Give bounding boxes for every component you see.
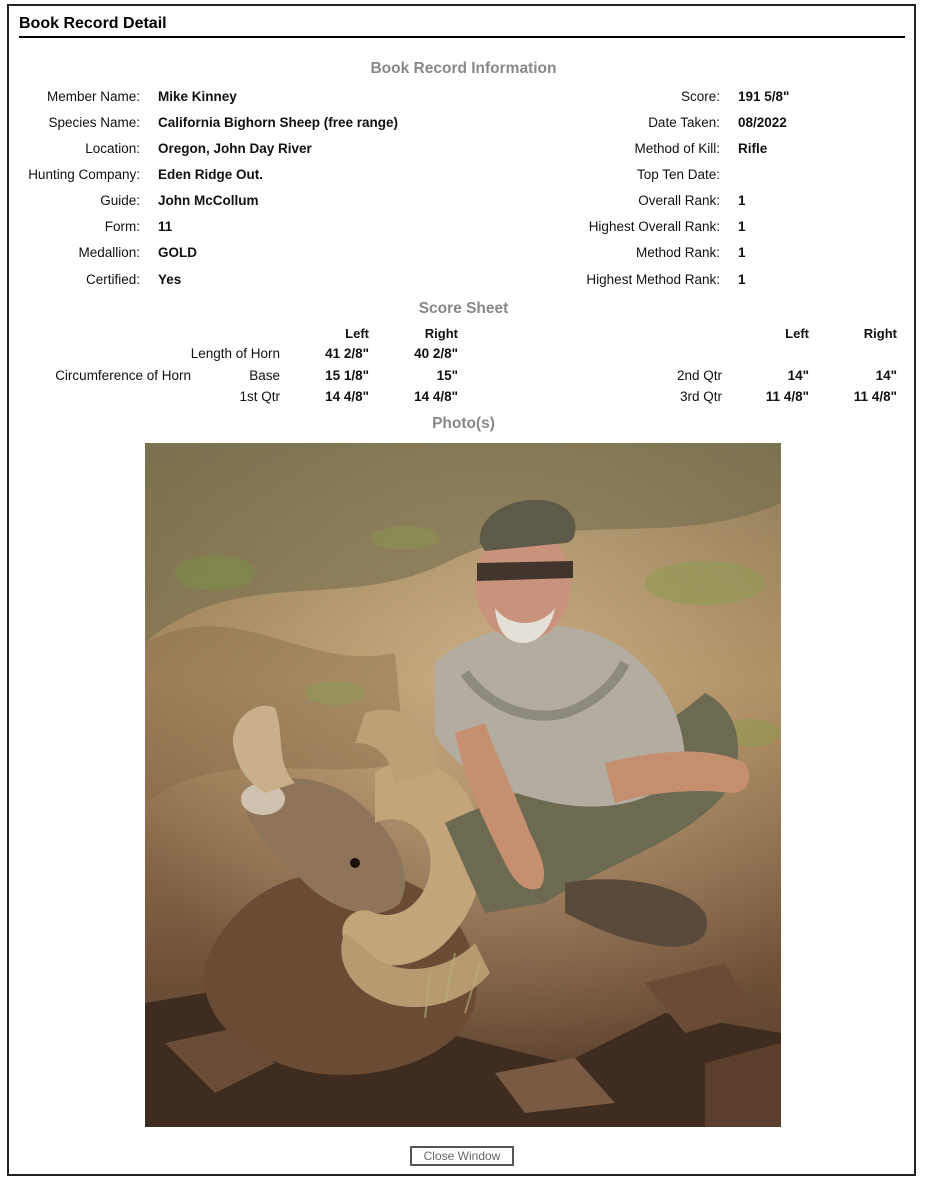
q2-right-value: 14"	[875, 368, 897, 383]
score-label: Score:	[680, 89, 720, 104]
trophy-photo	[145, 443, 781, 1127]
member-name-value: Mike Kinney	[158, 89, 237, 104]
base-label: Base	[249, 368, 280, 383]
guide-value: John McCollum	[158, 193, 259, 208]
q1-label: 1st Qtr	[239, 389, 280, 404]
highest-method-rank-value: 1	[738, 272, 746, 287]
base-left-value: 15 1/8"	[325, 368, 369, 383]
location-label: Location:	[85, 141, 140, 156]
q3-left-value: 11 4/8"	[765, 389, 809, 404]
q3-label: 3rd Qtr	[679, 389, 722, 404]
location-value: Oregon, John Day River	[158, 141, 312, 156]
method-rank-label: Method Rank:	[635, 245, 720, 260]
medallion-label: Medallion:	[78, 245, 140, 260]
score-right-header-2: Right	[863, 326, 897, 341]
q1-left-value: 14 4/8"	[325, 389, 369, 404]
species-name-label: Species Name:	[48, 115, 140, 130]
score-sheet-title: Score Sheet	[418, 300, 509, 317]
score-value: 191 5/8"	[738, 89, 790, 104]
circumference-label: Circumference of Horn	[55, 368, 191, 383]
method-of-kill-label: Method of Kill:	[634, 141, 720, 156]
medallion-value: GOLD	[158, 245, 197, 260]
overall-rank-value: 1	[738, 193, 746, 208]
length-of-horn-label: Length of Horn	[190, 346, 280, 361]
method-of-kill-value: Rifle	[738, 141, 768, 156]
base-right-value: 15"	[436, 368, 458, 383]
form-label: Form:	[104, 219, 140, 234]
overall-rank-label: Overall Rank:	[638, 193, 720, 208]
certified-label: Certified:	[85, 272, 140, 287]
highest-overall-rank-value: 1	[738, 219, 746, 234]
length-right-value: 40 2/8"	[414, 346, 458, 361]
certified-value: Yes	[158, 272, 182, 287]
method-rank-value: 1	[738, 245, 746, 260]
close-window-button[interactable]: Close Window	[410, 1146, 514, 1166]
q2-left-value: 14"	[787, 368, 809, 383]
header-divider	[19, 36, 905, 38]
form-value: 11	[158, 219, 173, 234]
score-left-header-2: Left	[785, 326, 809, 341]
top-ten-date-label: Top Ten Date:	[636, 167, 720, 182]
info-section-title: Book Record Information	[370, 60, 557, 77]
length-left-value: 41 2/8"	[325, 346, 369, 361]
species-name-value: California Bighorn Sheep (free range)	[158, 115, 399, 130]
guide-label: Guide:	[100, 193, 140, 208]
date-taken-value: 08/2022	[738, 115, 787, 130]
q2-label: 2nd Qtr	[676, 368, 722, 383]
hunting-company-value: Eden Ridge Out.	[158, 167, 264, 182]
photos-title: Photo(s)	[432, 415, 495, 432]
page-title: Book Record Detail	[19, 15, 167, 32]
q1-right-value: 14 4/8"	[414, 389, 458, 404]
score-left-header: Left	[345, 326, 369, 341]
highest-overall-rank-label: Highest Overall Rank:	[588, 219, 720, 234]
q3-right-value: 11 4/8"	[853, 389, 897, 404]
member-name-label: Member Name:	[46, 89, 140, 104]
score-right-header: Right	[424, 326, 458, 341]
date-taken-label: Date Taken:	[648, 115, 720, 130]
hunting-company-label: Hunting Company:	[28, 167, 140, 182]
highest-method-rank-label: Highest Method Rank:	[586, 272, 720, 287]
